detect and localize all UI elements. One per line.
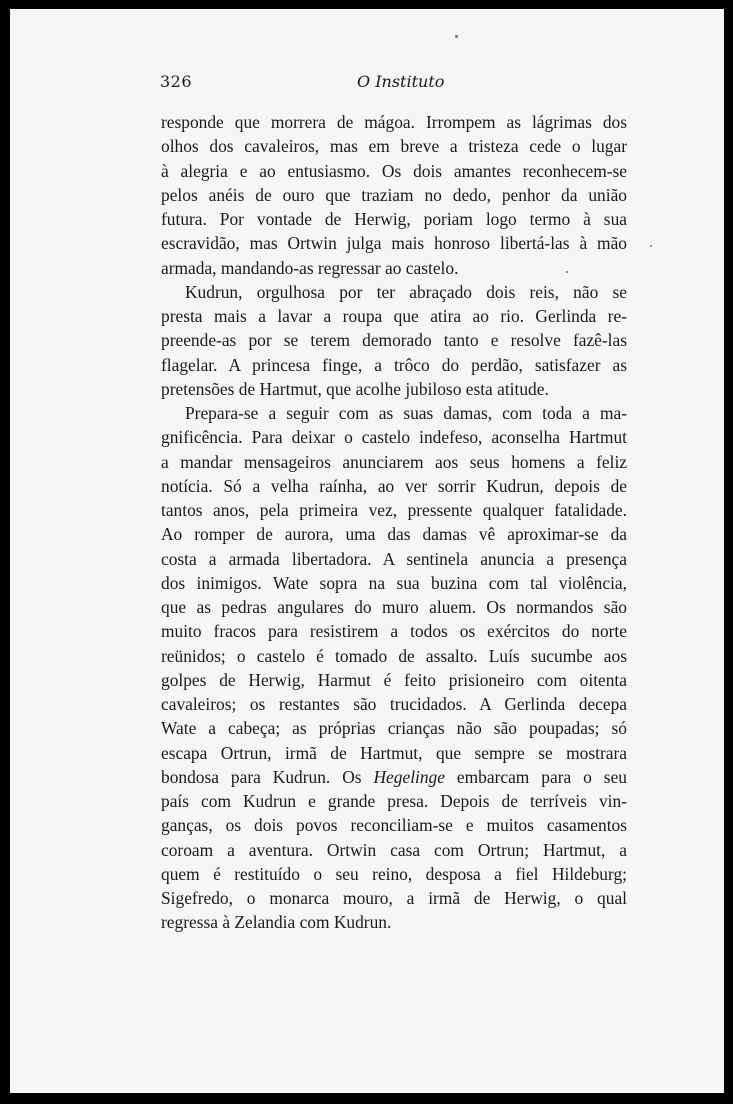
page-number: 326 bbox=[160, 72, 193, 91]
text-line: Prepara-se a seguir com as suas damas, com toda a ma- bbox=[185, 403, 627, 423]
text-line: futura. Por vontade de Herwig, poriam logo termo à sua bbox=[161, 209, 627, 229]
text-line: coroam a aventura. Ortwin casa com Ortrun; Hartmut, a bbox=[161, 839, 627, 860]
text-line: à alegria e ao entusiasmo. Os dois amantes reconhecem-se bbox=[161, 160, 627, 181]
text-line: escapa Ortrun, irmã de Hartmut, que sempre se mostrara bbox=[161, 742, 627, 763]
text-line: gnificência. Para deixar o castelo indefeso, aconselha Hartmut bbox=[161, 427, 627, 448]
text-line: olhos dos cavaleiros, mas em breve a tristeza cede o lugar bbox=[161, 136, 627, 157]
text-line: reünidos; o castelo é tomado de assalto. Luís sucumbe aos bbox=[161, 645, 627, 666]
page-header bbox=[10, 72, 724, 96]
text-line: cavaleiros; os restantes são trucidados. A Gerlinda decepa bbox=[161, 694, 627, 714]
body-text bbox=[161, 110, 627, 935]
text-line: responde que morrera de mágoa. Irrompem as lágrimas dos bbox=[161, 112, 627, 132]
text-line: a mandar mensageiros anunciarem aos seus homens a feliz bbox=[161, 451, 627, 472]
text-line: muito fracos para resistirem a todos os exércitos do norte bbox=[161, 621, 627, 642]
text-line: pretensões de Hartmut, que acolhe jubiloso esta atitude. bbox=[161, 378, 549, 399]
text-line: pelos anéis de ouro que traziam no dedo, penhor da união bbox=[161, 184, 627, 205]
paper-speck bbox=[455, 35, 458, 38]
running-title: O Instituto bbox=[357, 72, 445, 91]
text-line: tantos anos, pela primeira vez, pressente qualquer fatalidade. bbox=[161, 500, 627, 520]
text-line: quem é restituído o seu reino, desposa a fiel Hildeburg; bbox=[161, 863, 627, 884]
text-line: notícia. Só a velha raínha, ao ver sorrir Kudrun, depois de bbox=[161, 475, 627, 496]
text-line: costa a armada libertadora. A sentinela anuncia a presença bbox=[161, 548, 627, 569]
text-line: escravidão, mas Ortwin julga mais honroso libertá-las à mão bbox=[161, 233, 627, 254]
paper-speck bbox=[566, 271, 568, 273]
text-line: regressa à Zelandia com Kudrun. bbox=[161, 912, 392, 933]
book-page bbox=[10, 9, 724, 1093]
text-line: flagelar. A princesa finge, a trôco do perdão, satisfazer as bbox=[161, 354, 627, 375]
text-line: país com Kudrun e grande presa. Depois de terríveis vin- bbox=[161, 791, 627, 811]
text-line: presta mais a lavar a roupa que atira ao rio. Gerlinda re- bbox=[161, 306, 627, 326]
text-line: Wate a cabeça; as próprias crianças não são poupadas; só bbox=[161, 718, 627, 739]
text-line: Sigefredo, o monarca mouro, a irmã de Herwig, o qual bbox=[161, 888, 627, 908]
text-line: ganças, os dois povos reconciliam-se e muitos casamentos bbox=[161, 815, 627, 836]
text-line: armada, mandando-as regressar ao castelo. bbox=[161, 257, 459, 278]
text-line: dos inimigos. Wate sopra na sua buzina com tal violência, bbox=[161, 572, 627, 593]
text-line: Ao romper de aurora, uma das damas vê aproximar-se da bbox=[161, 524, 627, 545]
text-line: golpes de Herwig, Harmut é feito prisioneiro com oitenta bbox=[161, 669, 627, 690]
text-line: Kudrun, orgulhosa por ter abraçado dois reis, não se bbox=[185, 281, 627, 302]
text-line: preende-as por se terem demorado tanto e resolve fazê-las bbox=[161, 330, 627, 351]
text-line: que as pedras angulares do muro aluem. Os normandos são bbox=[161, 597, 627, 617]
paper-speck bbox=[650, 245, 652, 247]
text-line: bondosa para Kudrun. Os Hegelinge embarcam para o seu bbox=[161, 766, 627, 787]
